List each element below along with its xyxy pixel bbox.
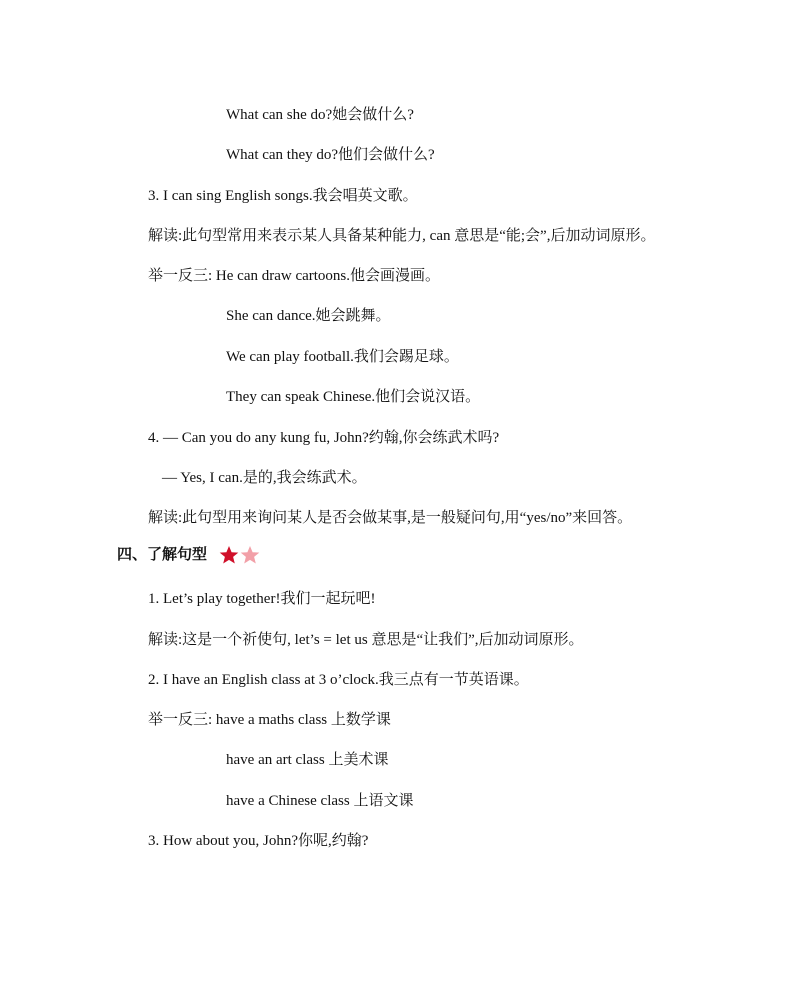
text-line-what-can-she-do: What can she do?她会做什么? [226,107,414,123]
star-half-icon [240,545,260,565]
section-heading [117,544,260,566]
text-line-explanation-can: 解读:此句型常用来表示某人具备某种能力, can 意思是“能;会”,后加动词原形。 [148,228,656,244]
text-line-how-about-you: 3. How about you, John?你呢,约翰? [148,833,369,849]
text-line-example-dance: She can dance.她会跳舞。 [226,308,391,324]
difficulty-stars [219,545,260,565]
text-line-art-class: have an art class 上美术课 [226,752,389,768]
text-line-example-chinese: They can speak Chinese.他们会说汉语。 [226,389,481,405]
text-line-chinese-class: have a Chinese class 上语文课 [226,793,414,809]
text-line-example-football: We can play football.我们会踢足球。 [226,349,459,365]
text-line-examples-intro: 举一反三: He can draw cartoons.他会画漫画。 [148,268,441,284]
text-line-explanation-lets: 解读:这是一个祈使句, let’s = let us 意思是“让我们”,后加动词原形。 [148,632,584,648]
text-line-maths-class: 举一反三: have a maths class 上数学课 [148,712,391,728]
text-line-item-3-sing: 3. I can sing English songs.我会唱英文歌。 [148,188,418,204]
text-line-item-4-answer: — Yes, I can.是的,我会练武术。 [162,470,367,486]
text-line-item-4-question: 4. — Can you do any kung fu, John?约翰,你会练武术吗? [148,430,500,446]
text-line-english-class: 2. I have an English class at 3 o’clock.我三点有一节英语课。 [148,672,529,688]
text-line-lets-play: 1. Let’s play together!我们一起玩吧! [148,591,376,607]
star-filled-icon [219,545,239,565]
text-line-what-can-they-do: What can they do?他们会做什么? [226,147,435,163]
text-line-explanation-question: 解读:此句型用来询问某人是否会做某事,是一般疑问句,用“yes/no”来回答。 [148,510,633,526]
section-title: 四、了解句型 [117,546,208,563]
